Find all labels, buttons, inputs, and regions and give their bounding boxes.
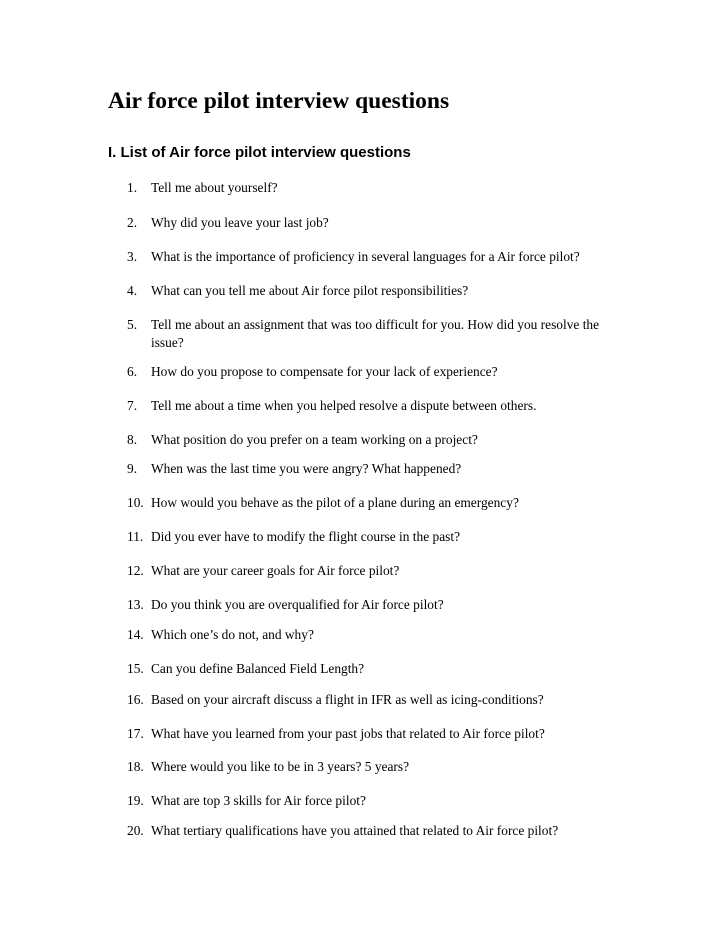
- question-number: 19.: [127, 793, 144, 808]
- question-number: 16.: [127, 692, 144, 707]
- question-item: [127, 397, 617, 415]
- question-item: [127, 363, 617, 381]
- question-text: Which one’s do not, and why?: [151, 627, 314, 642]
- question-item: [127, 758, 617, 776]
- question-item: [127, 626, 617, 644]
- question-item: [127, 691, 617, 709]
- question-item: [127, 822, 617, 840]
- question-number: 2.: [127, 215, 138, 230]
- question-text: What tertiary qualifications have you attained that related to Air force pilot?: [151, 823, 559, 838]
- question-text: Can you define Balanced Field Length?: [151, 661, 365, 676]
- question-number: 20.: [127, 823, 144, 838]
- question-text: How would you behave as the pilot of a plane during an emergency?: [151, 495, 519, 510]
- question-number: 3.: [127, 249, 138, 264]
- question-number: 17.: [127, 726, 144, 741]
- question-item: [127, 179, 617, 197]
- question-text: What position do you prefer on a team working on a project?: [151, 432, 478, 447]
- question-text: What can you tell me about Air force pilot responsibilities?: [151, 283, 469, 298]
- question-text: Based on your aircraft discuss a flight in IFR as well as icing-conditions?: [151, 692, 544, 707]
- question-number: 10.: [127, 495, 144, 510]
- question-number: 14.: [127, 627, 144, 642]
- question-text: What are your career goals for Air force pilot?: [151, 563, 400, 578]
- question-item: [127, 214, 617, 232]
- question-text: When was the last time you were angry? What happened?: [151, 461, 462, 476]
- question-item: [127, 725, 617, 743]
- question-text: How do you propose to compensate for your lack of experience?: [151, 364, 498, 379]
- question-text: Where would you like to be in 3 years? 5 years?: [151, 759, 410, 774]
- question-item: [127, 460, 617, 478]
- question-number: 12.: [127, 563, 144, 578]
- question-item: [127, 562, 617, 580]
- question-text: Why did you leave your last job?: [151, 215, 329, 230]
- question-item: [127, 792, 617, 810]
- question-text: Tell me about an assignment that was too difficult for you. How did you resolve the issue?: [151, 317, 600, 350]
- page-title: Air force pilot interview questions: [108, 88, 450, 114]
- question-number: 18.: [127, 759, 144, 774]
- question-number: 1.: [127, 180, 138, 195]
- question-item: [127, 282, 617, 300]
- question-text: What have you learned from your past jobs that related to Air force pilot?: [151, 726, 545, 741]
- question-number: 7.: [127, 398, 138, 413]
- section-heading: I. List of Air force pilot interview questions: [108, 144, 411, 161]
- question-number: 9.: [127, 461, 138, 476]
- question-number: 8.: [127, 432, 138, 447]
- question-text: What is the importance of proficiency in several languages for a Air force pilot?: [151, 249, 580, 264]
- question-item: [127, 528, 617, 546]
- question-text: What are top 3 skills for Air force pilot?: [151, 793, 366, 808]
- question-number: 6.: [127, 364, 138, 379]
- question-item: [127, 431, 617, 449]
- question-number: 13.: [127, 597, 144, 612]
- question-text: Tell me about yourself?: [151, 180, 278, 195]
- question-item: [127, 316, 617, 352]
- question-number: 11.: [127, 529, 144, 544]
- question-text: Do you think you are overqualified for Air force pilot?: [151, 597, 444, 612]
- question-number: 4.: [127, 283, 138, 298]
- question-item: [127, 596, 617, 614]
- question-item: [127, 248, 617, 266]
- question-text: Did you ever have to modify the flight course in the past?: [151, 529, 461, 544]
- question-item: [127, 660, 617, 678]
- question-text: Tell me about a time when you helped resolve a dispute between others.: [151, 398, 537, 413]
- question-number: 5.: [127, 317, 138, 332]
- question-number: 15.: [127, 661, 144, 676]
- question-item: [127, 494, 617, 512]
